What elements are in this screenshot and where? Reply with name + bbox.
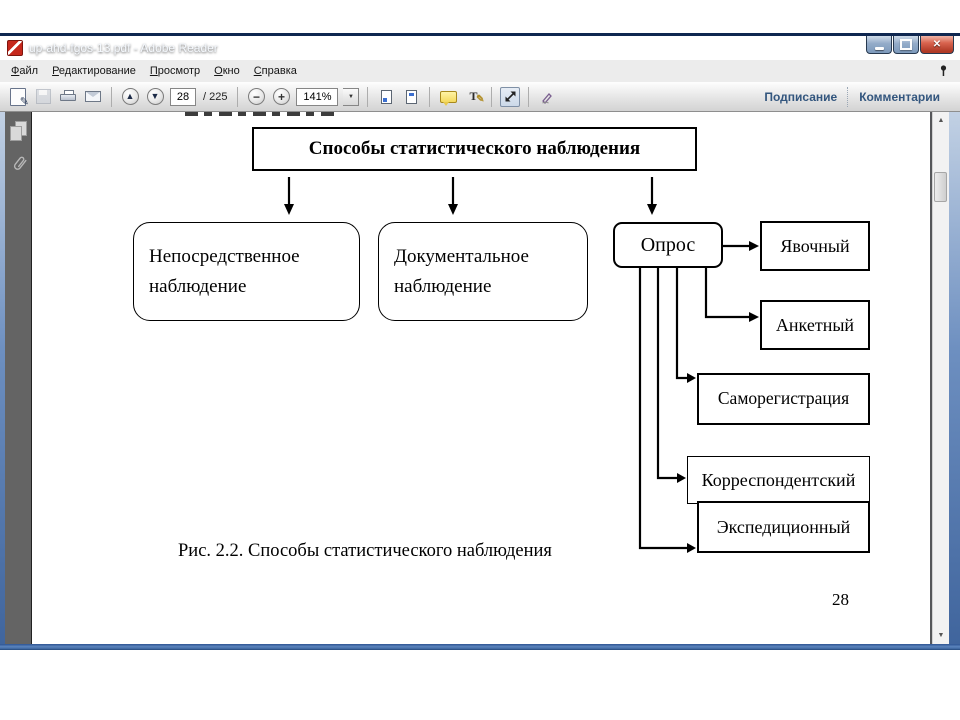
maximize-icon [900,39,912,50]
tab-comments[interactable]: Комментарии [859,89,940,104]
figure-caption: Рис. 2.2. Способы статистического наблюдения [178,541,552,561]
document-pencil-icon: ✎ [10,88,26,106]
zoom-dropdown-button[interactable] [343,88,359,106]
chevron-down-icon: ▼ [347,93,354,100]
minus-icon: − [248,88,265,105]
page-total-label: / 225 [203,90,228,103]
zoom-level-value: 141% [303,90,332,103]
scrollbar-thumb[interactable] [934,172,947,202]
scroll-down-button[interactable] [934,628,948,643]
maximize-button[interactable] [893,36,919,54]
menu-file[interactable]: Файл [11,65,39,77]
close-icon: ✕ [932,39,942,50]
plus-icon: + [273,88,290,105]
toolbar-separator [111,87,112,107]
save-floppy-icon [36,89,51,104]
highlight-text-button[interactable] [463,86,483,108]
pin-icon[interactable] [939,65,948,80]
menu-edit[interactable]: Редактирование [52,65,136,77]
diagram-box-root: Способы статистического наблюдения [252,127,697,171]
diagram-box-documentary-observation: Документальное наблюдение [378,222,588,321]
window-title: up-ahd-fgos-13.pdf - Adobe Reader [29,41,218,55]
reading-mode-button[interactable] [500,87,520,107]
arrow-down-icon: ▼ [147,88,164,105]
adobe-reader-window [0,33,960,650]
email-button[interactable] [83,86,103,108]
title-bar[interactable] [0,33,960,60]
diagonal-resize-icon [504,90,517,103]
page-number-label: 28 [832,590,849,609]
scroll-up-icon: ▲ [937,117,945,124]
close-button[interactable] [920,36,954,54]
previous-page-button[interactable] [120,86,140,108]
window-right-border [949,112,960,644]
print-button[interactable] [58,86,78,108]
attachments-button[interactable] [5,152,31,180]
window-bottom-border [0,644,960,650]
menu-help[interactable]: Справка [253,65,297,77]
speech-bubble-icon [440,91,457,103]
fit-page-button[interactable] [401,86,421,108]
vertical-scrollbar[interactable] [932,112,949,644]
toolbar-separator [491,87,492,107]
window-controls [866,36,954,54]
save-button[interactable] [33,86,53,108]
open-button[interactable] [8,86,28,108]
fit-width-icon [381,90,392,104]
sign-button[interactable] [537,86,557,108]
zoom-in-button[interactable] [271,86,291,108]
document-page[interactable] [32,112,930,644]
diagram-box-correspondent: Корреспондентский [687,456,870,504]
diagram-box-direct-observation: Непосредственное наблюдение [133,222,360,321]
toolbar-separator [237,87,238,107]
zoom-out-button[interactable] [246,86,266,108]
diagram-box-expedition: Экспедиционный [697,501,870,553]
arrow-up-icon: ▲ [122,88,139,105]
page-thumbnails-button[interactable] [10,121,27,141]
zoom-level-field[interactable] [296,88,338,106]
pdf-app-icon [7,40,23,56]
toolbar-separator [528,87,529,107]
fit-width-button[interactable] [376,86,396,108]
scroll-down-icon: ▼ [937,632,945,639]
diagram-box-questionnaire: Анкетный [760,300,870,350]
menu-bar [0,60,960,83]
diagram-box-appearance: Явочный [760,221,870,271]
tab-signing[interactable]: Подписание [764,89,838,104]
paperclip-icon [8,152,31,176]
content-area [0,112,960,644]
diagram-box-survey: Опрос [613,222,723,268]
navigation-pane [5,112,32,644]
minimize-icon [875,47,884,50]
next-page-button[interactable] [145,86,165,108]
menu-view[interactable]: Просмотр [149,65,201,77]
toolbar-separator [429,87,430,107]
diagram-box-self-registration: Саморегистрация [697,373,870,425]
scroll-up-button[interactable] [934,113,948,128]
toolbar [0,82,960,112]
signature-pen-icon [540,90,554,104]
menu-window[interactable]: Окно [214,65,240,77]
printer-icon [60,90,76,104]
envelope-icon [85,91,101,102]
panel-tab-separator [847,87,849,107]
text-edit-icon: T ✎ [469,89,485,105]
panel-tabs [764,87,952,107]
page-number-input[interactable] [170,88,196,106]
fit-page-icon [406,90,417,104]
clipped-text-fragment [185,112,337,116]
minimize-button[interactable] [866,36,892,54]
add-comment-button[interactable] [438,86,458,108]
toolbar-separator [367,87,368,107]
